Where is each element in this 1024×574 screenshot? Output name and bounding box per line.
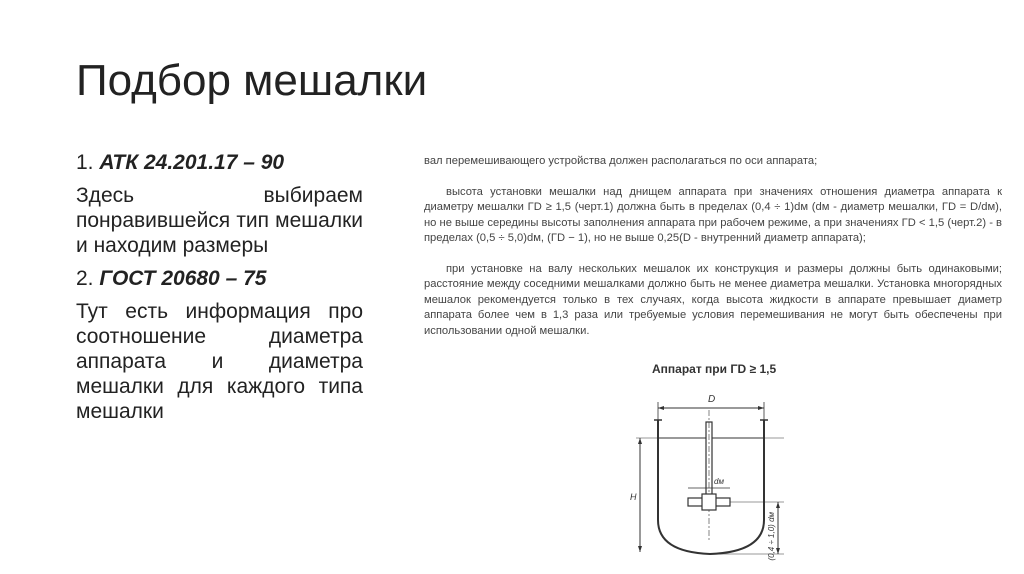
arrow-right — [758, 406, 764, 410]
list-item-1-heading — [76, 150, 363, 175]
label-h: H — [630, 492, 637, 502]
list-item-2-heading — [76, 266, 363, 291]
arrow-left — [658, 406, 664, 410]
apparatus-diagram — [622, 380, 792, 574]
label-d: D — [708, 394, 716, 405]
label-dm: dм — [714, 477, 724, 486]
list-item-2-text: Тут есть информация про соотношение диаметра аппарата и диаметра мешалки для каждого типа мешалки — [76, 300, 363, 423]
left-column — [76, 150, 363, 432]
item-number: 2. — [76, 267, 94, 290]
impeller-hub — [702, 494, 716, 510]
standard-reference: ГОСТ 20680 – 75 — [99, 267, 267, 290]
label-range: (0,4 ÷ 1,0) dм — [767, 512, 776, 561]
excerpt-paragraph-3: при установке на валу нескольких мешалок их конструкция и размеры должны быть одинаковыми; расстояние между соседними мешалками должно быть не менее диаметра мешалки. Установка многорядных мешалок рекомендуется только в тех случаях, когда высота жидкости в аппарате превышает диаметр аппарата более чем в 1,3 раза или требуемые условия перемешивания не могут быть обеспечены при использовании одной мешалки. — [424, 262, 1002, 337]
item-number: 1. — [76, 151, 94, 174]
page-title: Подбор мешалки — [76, 56, 428, 105]
document-excerpt — [424, 154, 1002, 339]
excerpt-paragraph-2: высота установки мешалки над днищем аппарата при значениях отношения диаметра аппарата к диаметру мешалки ΓD ≥ 1,5 (черт.1) должна быть в пределах (0,4 ÷ 1)dм (dм - диаметр мешалки, ΓD = D/dм), но не выше середины высоты заполнения аппарата при рабочем режиме, а при значениях ΓD < 1,5 (черт.2) - в пределах (0,5 ÷ 5,0)dм, (ΓD − 1), но не выше 0,25(D - внутренний диаметр аппарата); — [424, 185, 1002, 244]
list-item-1-text: Здесь выбираем понравившейся тип мешалки и находим размеры — [76, 184, 363, 257]
excerpt-paragraph-1: вал перемешивающего устройства должен располагаться по оси аппарата; — [424, 155, 818, 167]
standard-reference: АТК 24.201.17 – 90 — [99, 151, 285, 174]
diagram-caption: Аппарат при ΓD ≥ 1,5 — [652, 362, 777, 376]
